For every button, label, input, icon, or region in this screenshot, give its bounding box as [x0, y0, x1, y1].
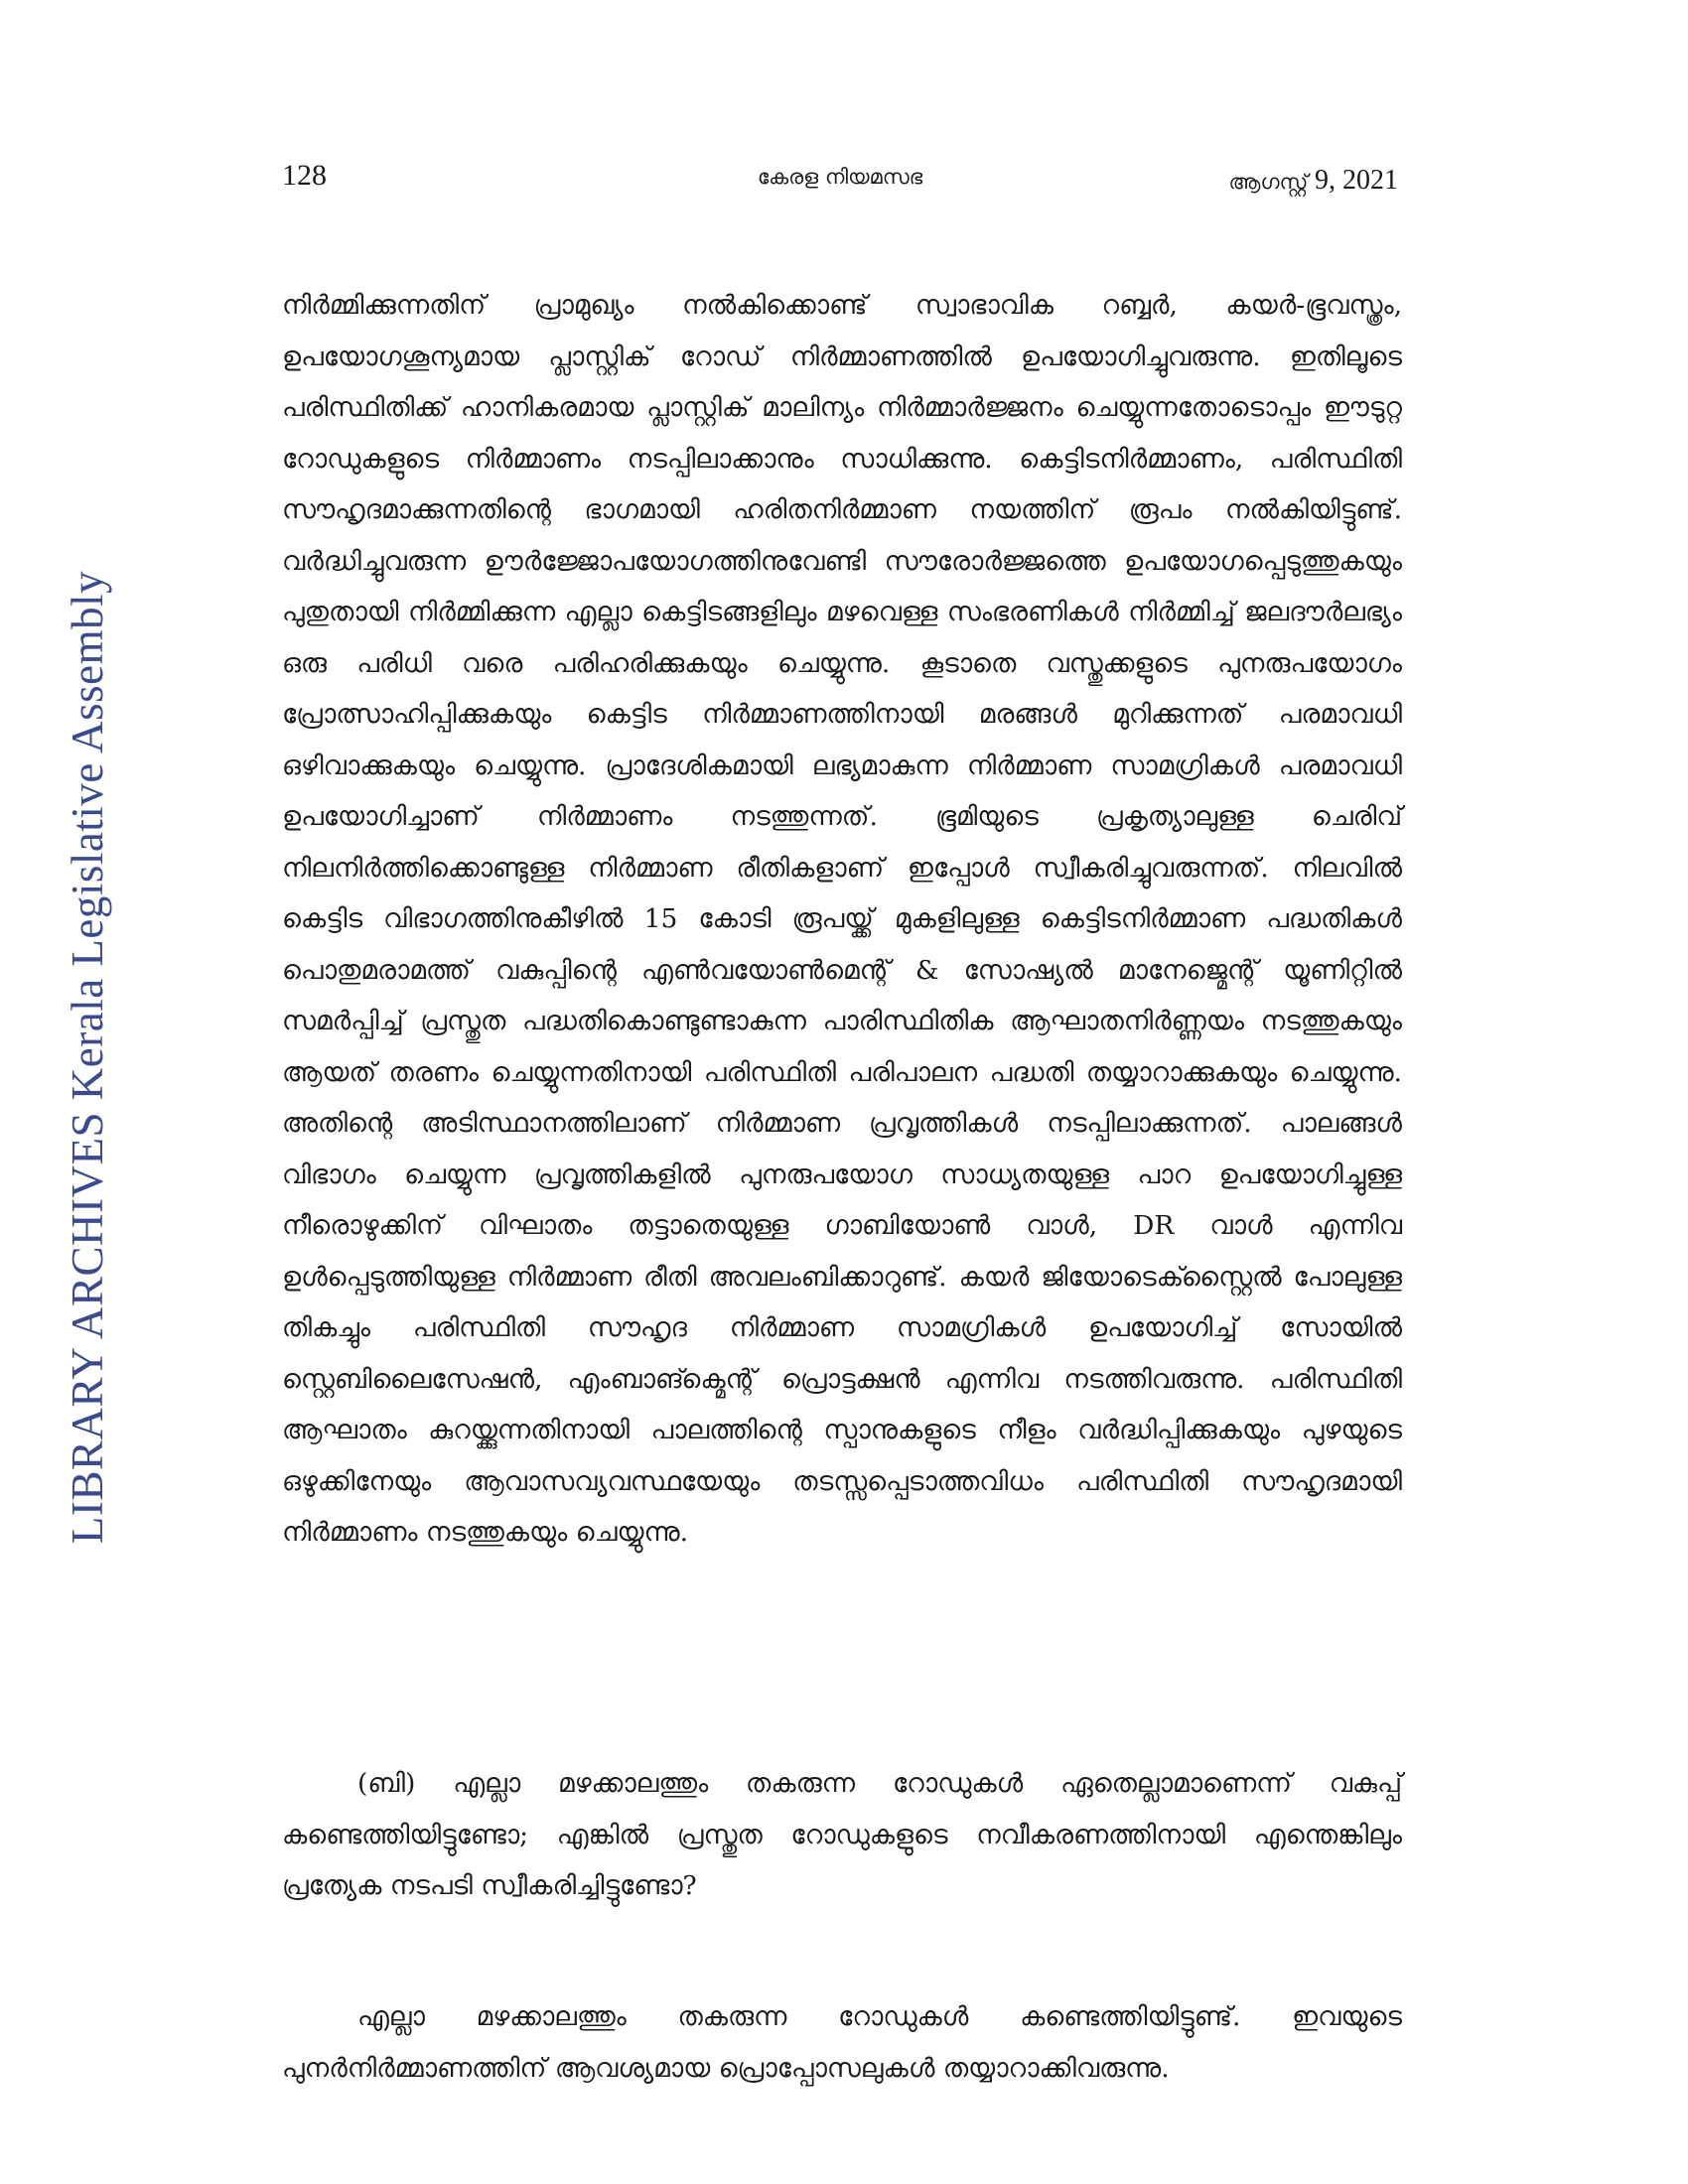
page-number: 128 — [282, 159, 327, 192]
archive-watermark: LIBRARY ARCHIVES Kerala Legislative Assembly — [63, 570, 112, 1545]
header-date — [1228, 165, 1398, 197]
header-title: കേരള നിയമസഭ — [757, 165, 923, 189]
header-date-day-year: 9, 2021 — [1315, 165, 1398, 196]
header-date-month: ആഗസ്റ്റ് — [1228, 170, 1309, 194]
main-paragraph: നിർമ്മിക്കുന്നതിന് പ്രാമുഖ്യം നൽകിക്കൊണ്ട് സ്വാഭാവിക റബ്ബർ, കയർ-ഭൂവസ്ത്രം, ഉപയോഗശൂന്യമായ പ്ലാസ്റ്റിക് റോഡ് നിർമ്മാണത്തിൽ ഉപയോഗിച്ചുവരുന്നു. ഇതിലൂടെ പരിസ്ഥിതിക്ക് ഹാനികരമായ പ്ലാസ്റ്റിക് മാലിന്യം നിർമ്മാർജ്ജനം ചെയ്യുന്നതോടൊപ്പം ഈടുറ്റ റോഡുകളുടെ നിർമ്മാണം നടപ്പിലാക്കാനും സാധിക്കുന്നു. കെട്ടിടനിർമ്മാണം, പരിസ്ഥിതി സൗഹൃദമാക്കുന്നതിന്റെ ഭാഗമായി ഹരിതനിർമ്മാണ നയത്തിന് രൂപം നൽകിയിട്ടുണ്ട്. വർദ്ധിച്ചുവരുന്ന ഊർജ്ജോപയോഗത്തിനുവേണ്ടി സൗരോർജ്ജത്തെ ഉപയോഗപ്പെടുത്തുകയും പുതുതായി നിർമ്മിക്കുന്ന എല്ലാ കെട്ടിടങ്ങളിലും മഴവെള്ള സംഭരണികൾ നിർമ്മിച്ച് ജലദൗർലഭ്യം ഒരു പരിധി വരെ പരിഹരിക്കുകയും ചെയ്യുന്നു. കൂടാതെ വസ്തുക്കളുടെ പുനരുപയോഗം പ്രോത്സാഹിപ്പിക്കുകയും കെട്ടിട നിർമ്മാണത്തിനായി മരങ്ങൾ മുറിക്കുന്നത് പരമാവധി ഒഴിവാക്കുകയും ചെയ്യുന്നു. പ്രാദേശികമായി ലഭ്യമാകുന്ന നിർമ്മാണ സാമഗ്രികൾ പരമാവധി ഉപയോഗിച്ചാണ് നിർമ്മാണം നടത്തുന്നത്. ഭൂമിയുടെ പ്രകൃത്യാലുള്ള ചെരിവ് നിലനിർത്തിക്കൊണ്ടുള്ള നിർമ്മാണ രീതികളാണ് ഇപ്പോൾ സ്വീകരിച്ചുവരുന്നത്. നിലവിൽ കെട്ടിട വിഭാഗത്തിനുകീഴിൽ 15 കോടി രൂപയ്ക്ക് മുകളിലുള്ള കെട്ടിടനിർമ്മാണ പദ്ധതികൾ പൊതുമരാമത്ത് വകുപ്പിന്റെ എൺവയോൺമെന്റ് & സോഷ്യൽ മാനേജ്മെന്റ് യൂണിറ്റിൽ സമർപ്പിച്ച് പ്രസ്തുത പദ്ധതികൊണ്ടുണ്ടാകുന്ന പാരിസ്ഥിതിക ആഘാതനിർണ്ണയം നടത്തുകയും ആയത് തരണം ചെയ്യുന്നതിനായി പരിസ്ഥിതി പരിപാലന പദ്ധതി തയ്യാറാക്കുകയും ചെയ്യുന്നു. അതിന്റെ അടിസ്ഥാനത്തിലാണ് നിർമ്മാണ പ്രവൃത്തികൾ നടപ്പിലാക്കുന്നത്. പാലങ്ങൾ വിഭാഗം ചെയ്യുന്ന പ്രവൃത്തികളിൽ പുനരുപയോഗ സാധ്യതയുള്ള പാറ ഉപയോഗിച്ചുള്ള നീരൊഴുക്കിന് വിഘാതം തട്ടാതെയുള്ള ഗാബിയോൺ വാൾ, DR വാൾ എന്നിവ ഉൾപ്പെടുത്തിയുള്ള നിർമ്മാണ രീതി അവലംബിക്കാറുണ്ട്. കയർ ജിയോടെക്സ്റ്റൈൽ പോലുള്ള തികച്ചും പരിസ്ഥിതി സൗഹൃദ നിർമ്മാണ സാമഗ്രികൾ ഉപയോഗിച്ച് സോയിൽ സ്റ്റെബിലൈസേഷൻ, എംബാങ്ക്മെന്റ് പ്രൊട്ടക്ഷൻ എന്നിവ നടത്തിവരുന്നു. പരിസ്ഥിതി ആഘാതം കുറയ്ക്കുന്നതിനായി പാലത്തിന്റെ സ്പാനുകളുടെ നീളം വർദ്ധിപ്പിക്കുകയും പുഴയുടെ ഒഴുക്കിനേയും ആവാസവ്യവസ്ഥയേയും തടസ്സപ്പെടാത്തവിധം പരിസ്ഥിതി സൗഹൃദമായി നിർമ്മാണം നടത്തുകയും ചെയ്യുന്നു. — [282, 290, 1402, 1548]
page-header — [282, 159, 1398, 208]
answer-paragraph: എല്ലാ മഴക്കാലത്തും തകരുന്ന റോഡുകൾ കണ്ടെത്തിയിട്ടുണ്ട്. ഇവയുടെ പുനർനിർമ്മാണത്തിന് ആവശ്യമായ പ്രൊപ്പോസലുകൾ തയ്യാറാക്കിവരുന്നു. — [282, 2001, 1402, 2084]
question-paragraph: (ബി) എല്ലാ മഴക്കാലത്തും തകരുന്ന റോഡുകൾ ഏതെല്ലാമാണെന്ന് വകുപ്പ് കണ്ടെത്തിയിട്ടുണ്ടോ; എങ്കിൽ പ്രസ്തുത റോഡുകളുടെ നവീകരണത്തിനായി എന്തെങ്കിലും പ്രത്യേക നടപടി സ്വീകരിച്ചിട്ടുണ്ടോ? — [282, 1768, 1402, 1901]
